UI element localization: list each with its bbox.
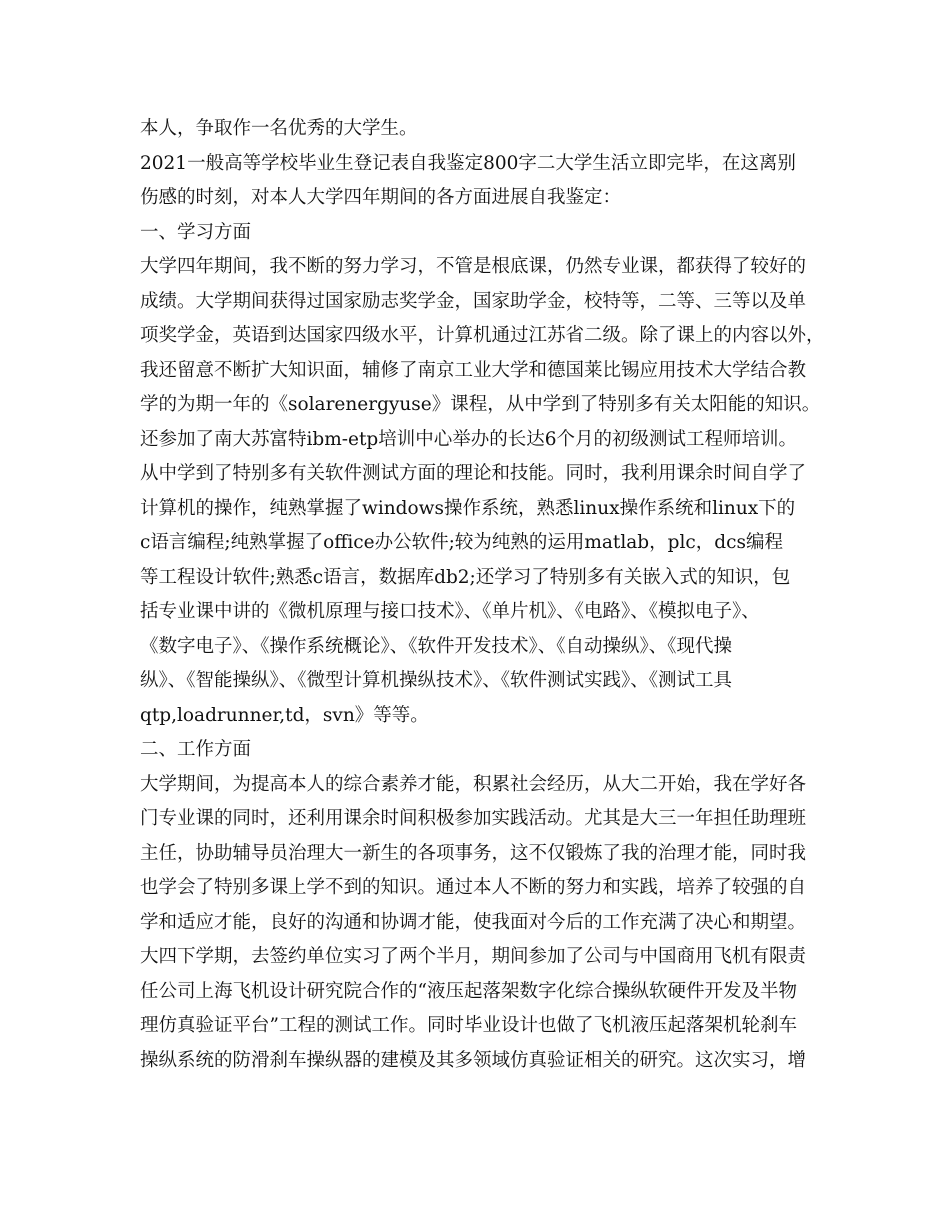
text-line: 还参加了南大苏富特ibm-etp培训中心举办的长达6个月的初级测试工程师培训。 bbox=[140, 428, 798, 450]
text-line: 大学四年期间，我不断的努力学习，不管是根底课，仍然专业课，都获得了较好的 bbox=[140, 256, 807, 277]
text-line: 项奖学金，英语到达国家四级水平，计算机通过江苏省二级。除了课上的内容以外， bbox=[140, 325, 825, 346]
text-line: 伤感的时刻，对本人大学四年期间的各方面进展自我鉴定： bbox=[140, 187, 622, 208]
text-line: 主任，协助辅导员治理大一新生的各项事务，这不仅锻炼了我的治理才能，同时我 bbox=[140, 842, 807, 864]
text-line: 本人，争取作一名优秀的大学生。 bbox=[140, 118, 418, 139]
text-line: 大学期间，为提高本人的综合素养才能，积累社会经历，从大二开始，我在学好各 bbox=[140, 773, 807, 795]
text-line: 也学会了特别多课上学不到的知识。通过本人不断的努力和实践，培养了较强的自 bbox=[140, 877, 807, 898]
text-line: 大四下学期，去签约单位实习了两个半月，期间参加了公司与中国商用飞机有限责 bbox=[140, 946, 807, 967]
text-line: qtp,loadrunner,td，svn》等等。 bbox=[140, 704, 429, 726]
text-line: 学和适应才能，良好的沟通和协调才能，使我面对今后的工作充满了决心和期望。 bbox=[140, 911, 807, 933]
text-line: 计算机的操作，纯熟掌握了windows操作系统，熟悉linux操作系统和linux下的 bbox=[140, 497, 796, 519]
document-body bbox=[140, 112, 830, 1078]
text-line: 等工程设计软件;熟悉c语言，数据库db2;还学习了特别多有关嵌入式的知识，包 bbox=[140, 566, 791, 588]
section-heading-work: 二、工作方面 bbox=[140, 739, 252, 760]
text-line: 从中学到了特别多有关软件测试方面的理论和技能。同时，我利用课余时间自学了 bbox=[140, 463, 807, 484]
text-line: 我还留意不断扩大知识面，辅修了南京工业大学和德国莱比锡应用技术大学结合教 bbox=[140, 359, 807, 381]
text-line: 成绩。大学期间获得过国家励志奖学金，国家助学金，校特等，二等、三等以及单 bbox=[140, 290, 807, 312]
text-line: 括专业课中讲的《微机原理与接口技术》、《单片机》、《电路》、《模拟电子》、 bbox=[140, 601, 760, 622]
section-heading-study: 一、学习方面 bbox=[140, 221, 252, 243]
text-line: 纵》、《智能操纵》、《微型计算机操纵技术》、《软件测试实践》、《测试工具 bbox=[140, 670, 733, 691]
text-line: 任公司上海飞机设计研究院合作的“液压起落架数字化综合操纵软硬件开发及半物 bbox=[140, 980, 797, 1002]
text-line: 门专业课的同时，还利用课余时间积极参加实践活动。尤其是大三一年担任助理班 bbox=[140, 808, 807, 829]
text-line: 操纵系统的防滑刹车操纵器的建模及其多领域仿真验证相关的研究。这次实习，增 bbox=[140, 1049, 807, 1071]
text-line: 2021一般高等学校毕业生登记表自我鉴定800字二大学生活立即完毕，在这离别 bbox=[140, 152, 796, 174]
text-line: c语言编程;纯熟掌握了office办公软件;较为纯熟的运用matlab，plc，dcs编程 bbox=[140, 532, 783, 553]
text-line: 学的为期一年的《solarenergyuse》课程，从中学到了特别多有关太阳能的知识。 bbox=[140, 394, 821, 415]
text-line: 《数字电子》、《操作系统概论》、《软件开发技术》、《自动操纵》、《现代操 bbox=[140, 635, 733, 657]
text-line: 理仿真验证平台”工程的测试工作。同时毕业设计也做了飞机液压起落架机轮刹车 bbox=[140, 1015, 797, 1036]
